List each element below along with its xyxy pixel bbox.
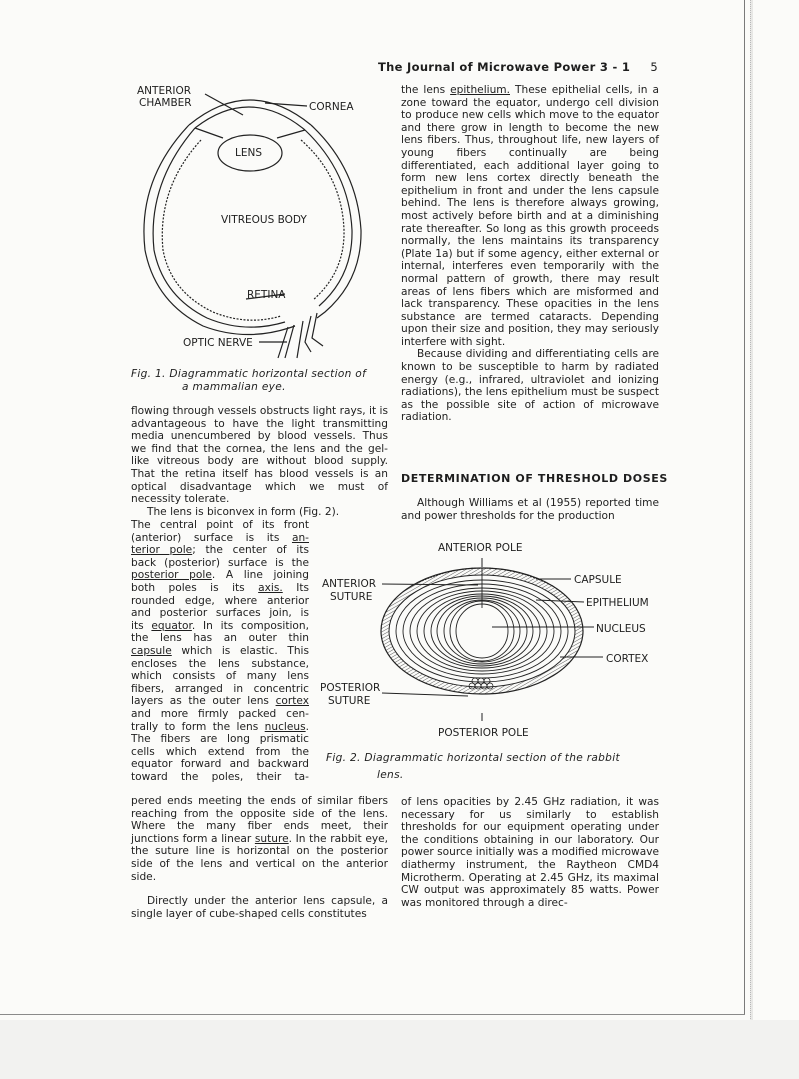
text-line: fibers, arranged in concentric [131, 682, 309, 695]
figure-2-caption: Fig. 2. Diagrammatic horizontal section of the rabbit lens. [326, 752, 620, 781]
paragraph: flowing through vessels obstructs light rays, it is advantageous to have the light transmitting media unencumbered by blood vessels. Thus we find that the cornea, the lens and the gel-like vitreous body are without blood supply. That the retina itself has blood vessels is an optical disadvantage which we must of necessity tolerate. [131, 405, 388, 506]
label-posterior-pole: POSTERIOR POLE [438, 727, 529, 739]
text-line: back (posterior) surface is the [131, 556, 309, 569]
scan-bottom-margin [0, 1020, 799, 1079]
paragraph: The lens is biconvex in form (Fig. 2). [147, 505, 340, 518]
text-line: The fibers are long prismatic [131, 733, 309, 746]
text-line: The central point of its front [131, 519, 309, 531]
label-chamber: CHAMBER [139, 97, 192, 109]
page-edge-shadow [750, 0, 753, 1079]
label-optic-nerve: OPTIC NERVE [183, 337, 253, 349]
label-vitreous-body: VITREOUS BODY [221, 214, 307, 226]
label-cornea: CORNEA [309, 101, 354, 113]
running-header [378, 60, 658, 74]
text-line: layers as the outer lens cortex [131, 695, 309, 708]
text-line: encloses the lens substance, [131, 657, 309, 670]
paragraph: Directly under the anterior lens capsule, a single layer of cube-shaped cells constitutes [131, 895, 388, 920]
paragraph: Because dividing and differentiating cells are known to be susceptible to harm by radiated energy (e.g., infrared, ultraviolet and ionizing radiations), the lens epithelium must be suspect as the possible site of action of microwave radiation. [401, 348, 659, 424]
label-epithelium: EPITHELIUM [586, 597, 649, 609]
text-line: and posterior surfaces join, is [131, 607, 309, 620]
label-cortex: CORTEX [606, 653, 649, 665]
label-nucleus: NUCLEUS [596, 623, 646, 635]
left-column-narrow [131, 519, 309, 783]
paragraph: of lens opacities by 2.45 GHz radiation, it was necessary for us similarly to establish thresholds for our equipment operating under the conditions obtaining in our laboratory. Our power source initially was a modified microwave diathermy instrument, the Raytheon CMD4 Microtherm. Operating at 2.45 GHz, its maximal CW output was approximately 85 watts. Power was monitored through a direc- [401, 796, 659, 909]
page-number: 5 [650, 60, 658, 74]
paragraph: Although Williams et al (1955) reported time and power thresholds for the production [401, 497, 659, 522]
label-capsule: CAPSULE [574, 574, 622, 586]
text-line: and more firmly packed cen- [131, 707, 309, 720]
label-anterior: ANTERIOR [137, 85, 192, 97]
text-line: cells which extend from the [131, 745, 309, 758]
text-line: equator forward and backward [131, 758, 309, 771]
right-column-bottom [401, 796, 659, 909]
text-line: trally to form the lens nucleus. [131, 720, 309, 733]
page-edge [744, 0, 745, 1015]
label-posterior-suture-2: SUTURE [328, 695, 371, 707]
text-line: both poles is its axis. Its [131, 581, 309, 594]
paragraph: the lens epithelium. These epithelial cells, in a zone toward the equator, undergo cell division to produce new cells which move to the equator and there grow in length to become the new lens fibers. Thus, throughout life, new layers of young fibers continually are being differentiated, each additional layer going to form new lens cortex directly beneath the epithelium in front and under the lens capsule behind. The lens is therefore always growing, most actively before birth and at a diminishing rate thereafter. So long as this growth proceeds normally, the lens maintains its transparency (Plate 1a) but if some agency, either external or internal, interferes even temporarily with the normal pattern of growth, there may result areas of lens fibers which are misformed and lack transparency. These opacities in the lens substance are termed cataracts. Depending upon their size and position, they may seriously interfere with sight. [401, 84, 659, 348]
figure-1-caption: Fig. 1. Diagrammatic horizontal section of a mammalian eye. [131, 368, 367, 393]
label-anterior-suture-2: SUTURE [330, 591, 373, 603]
figure-1-eye-diagram [125, 80, 390, 365]
paragraph: pered ends meeting the ends of similar fibers reaching from the opposite side of the lens. Where the many fiber ends meet, their junctions form a linear suture. In the rabbit eye, the suture line is horizontal on the posterior side of the lens and vertical on the anterior side. [131, 795, 388, 883]
text-line: posterior pole. A line joining [131, 569, 309, 582]
left-column-bottom [131, 795, 388, 920]
text-line: the lens has an outer thin [131, 632, 309, 645]
section-heading: DETERMINATION OF THRESHOLD DOSES [401, 472, 668, 485]
label-retina: RETINA [247, 289, 286, 301]
left-column-top [131, 405, 388, 518]
figure-2-lens-diagram [316, 538, 661, 746]
label-anterior-suture-1: ANTERIOR [322, 578, 377, 590]
text-line: rounded edge, where anterior [131, 594, 309, 607]
text-line: its equator. In its composition, [131, 619, 309, 632]
text-line: (anterior) surface is its an- [131, 531, 309, 544]
right-column-mid [401, 497, 659, 522]
text-line: toward the poles, their ta- [131, 770, 309, 783]
label-anterior-pole: ANTERIOR POLE [438, 542, 523, 554]
text-line: capsule which is elastic. This [131, 644, 309, 657]
right-column-top [401, 84, 659, 424]
journal-title: The Journal of Microwave Power 3 - 1 [378, 60, 631, 74]
text-line: terior pole; the center of its [131, 544, 309, 557]
label-posterior-suture-1: POSTERIOR [320, 682, 381, 694]
text-line: which consists of many lens [131, 670, 309, 683]
label-lens: LENS [235, 147, 263, 159]
page-bottom-edge [0, 1014, 745, 1015]
